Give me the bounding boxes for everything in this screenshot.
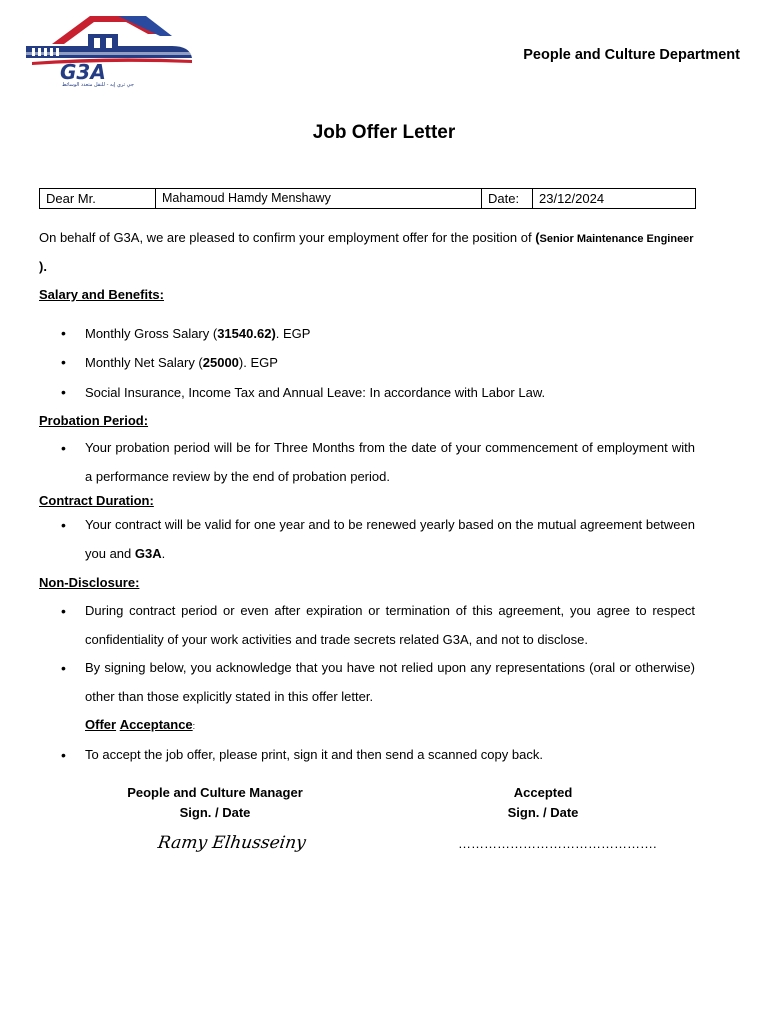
list-item: • Social Insurance, Income Tax and Annual Leave: In accordance with Labor Law. xyxy=(39,378,695,408)
list-item: • Monthly Net Salary (25000). EGP xyxy=(39,348,695,378)
probation-list xyxy=(39,434,695,491)
date-label: Date: xyxy=(482,189,533,209)
salary-heading: Salary and Benefits: xyxy=(39,287,164,302)
manager-title: People and Culture Manager xyxy=(127,785,303,800)
logo-tagline: جي ثري إيه - للنقل متعدد الوسائط xyxy=(62,82,134,88)
list-item: • Your contract will be valid for one year and to be renewed yearly based on the mutual agreement between you and G3A. xyxy=(39,511,695,568)
manager-signature: Ramy Elhusseiny xyxy=(156,833,308,853)
list-item: • By signing below, you acknowledge that you have not relied upon any representations (oral or otherwise) other than those explicitly stated in this offer letter. xyxy=(39,654,695,711)
accepted-title: Accepted xyxy=(513,785,573,800)
page-title: Job Offer Letter xyxy=(312,122,456,143)
intro-text: On behalf of G3A, we are pleased to confirm your employment offer for the position of xyxy=(39,230,536,245)
list-item: • During contract period or even after expiration or termination of this agreement, you agree to respect confidentiality of your work activities and trade secrets related G3A, and not to disclose. xyxy=(39,597,695,654)
letter-body xyxy=(39,224,695,769)
intro-paragraph xyxy=(39,224,695,281)
manager-sign-date: Sign. / Date xyxy=(179,805,251,820)
accepted-sign-date: Sign. / Date xyxy=(507,805,579,820)
list-item: • Your probation period will be for Three Months from the date of your commencement of employment with a performance review by the end of probation period. xyxy=(39,434,695,491)
net-salary-value: 25000 xyxy=(202,355,239,370)
contract-list xyxy=(39,511,695,568)
intro-close: ). xyxy=(39,259,47,274)
logo-text: G3A xyxy=(60,60,106,84)
nda-list xyxy=(39,597,695,711)
manager-signature-block xyxy=(115,783,315,823)
list-item: • Monthly Gross Salary (31540.62). EGP xyxy=(39,319,695,349)
list-item: • To accept the job offer, please print, sign it and then send a scanned copy back. xyxy=(39,741,695,770)
nda-heading: Non-Disclosure: xyxy=(39,575,140,590)
probation-heading: Probation Period: xyxy=(39,413,149,428)
position-title: Senior Maintenance Engineer xyxy=(539,233,694,245)
acceptance-heading: Offer Acceptance: xyxy=(85,717,196,732)
company-name: G3A xyxy=(134,545,162,561)
date-value: 23/12/2024 xyxy=(533,189,696,209)
contract-heading: Contract Duration: xyxy=(39,493,154,508)
accepted-signature-block xyxy=(443,783,643,823)
salutation-cell: Dear Mr. xyxy=(40,189,156,209)
gross-salary-value: 31540.62 xyxy=(217,325,272,341)
company-logo xyxy=(22,12,196,88)
recipient-table xyxy=(39,188,696,209)
department-name: People and Culture Department xyxy=(523,47,740,63)
salary-list xyxy=(39,319,695,408)
recipient-name: Mahamoud Hamdy Menshawy xyxy=(156,189,482,209)
acceptance-list xyxy=(39,741,695,770)
intro-open: ( xyxy=(535,230,540,245)
signature-line: ………………………………………. xyxy=(458,836,657,851)
